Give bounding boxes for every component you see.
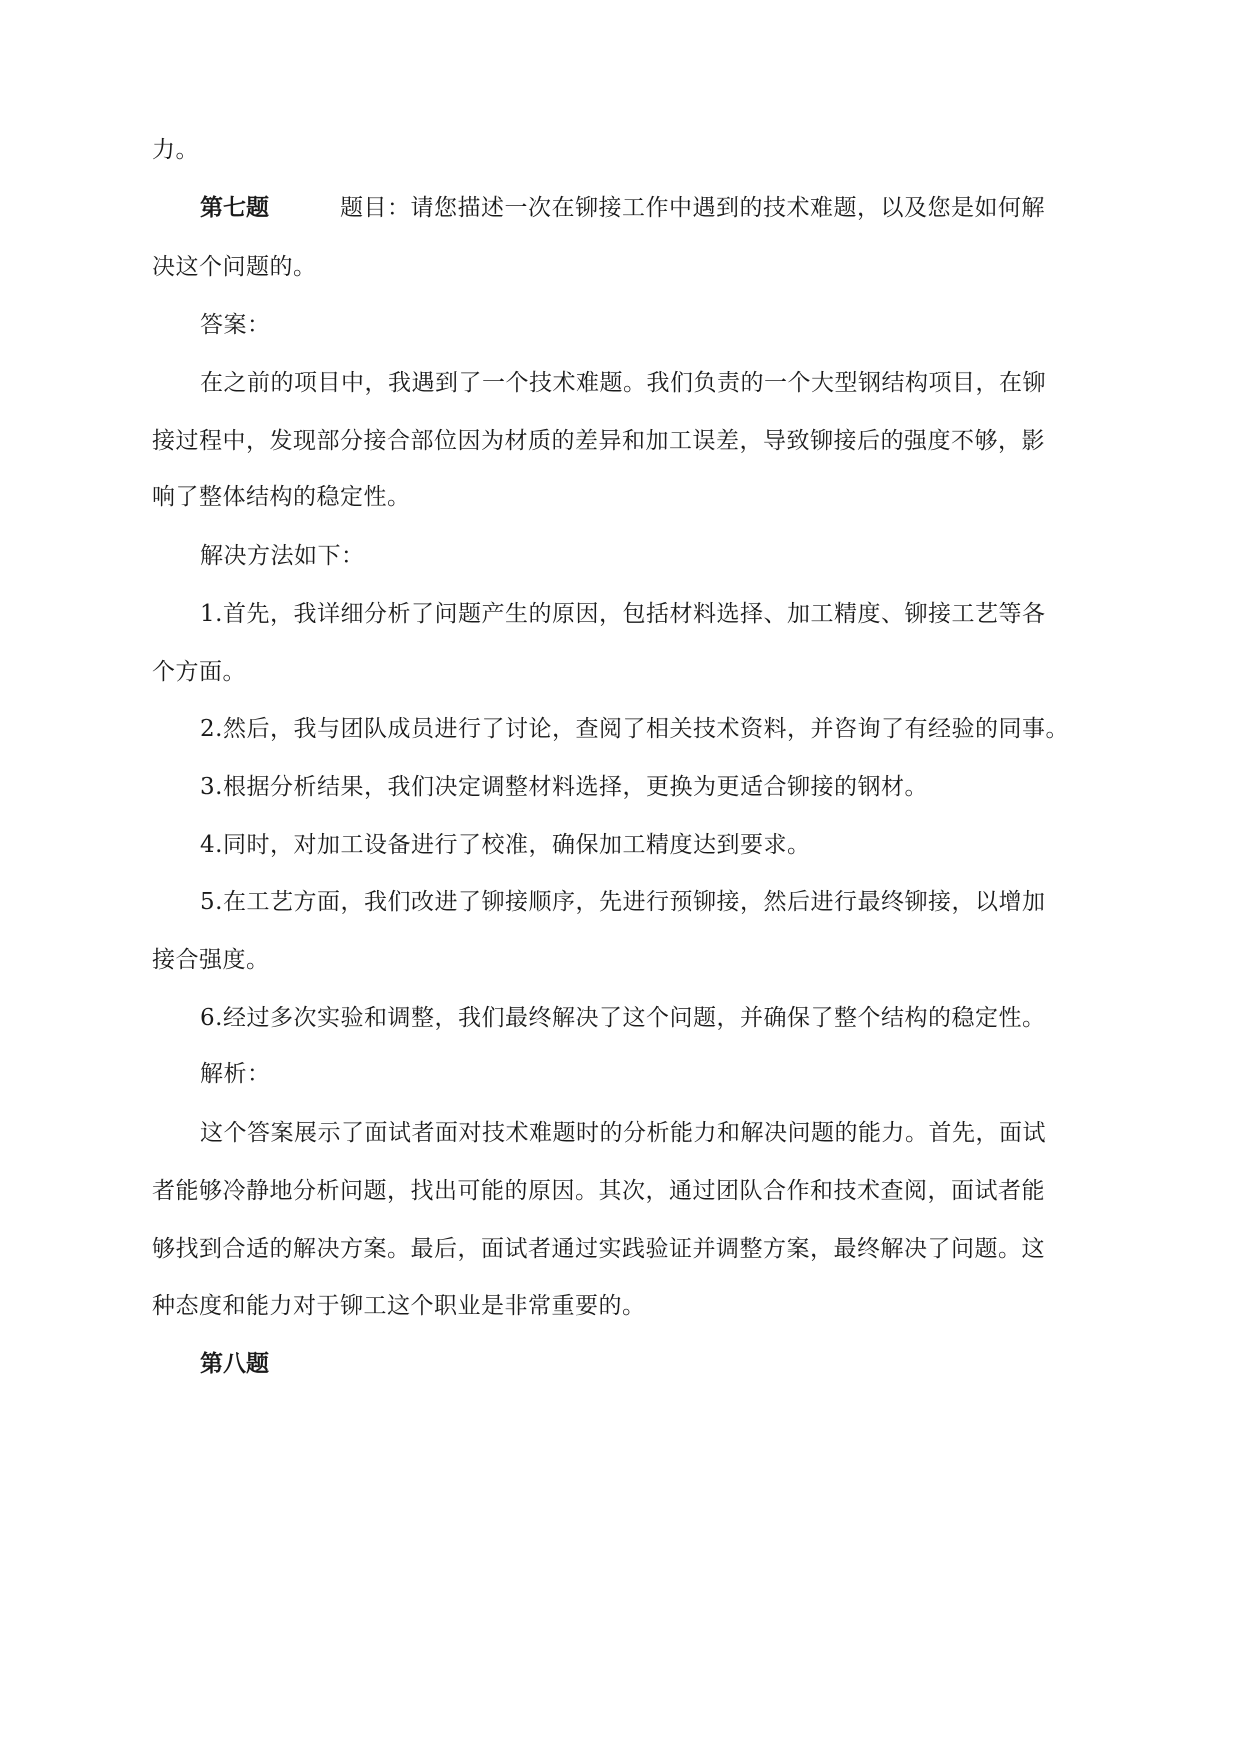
question-7-text-cont: 决这个问题的。 [152,254,317,280]
analysis-line: 这个答案展示了面试者面对技术难题时的分析能力和解决问题的能力。首先，面试 [200,1120,1046,1146]
question-7-label: 第七题 [200,195,269,221]
analysis-label: 解析： [200,1061,271,1087]
answer-label: 答案： [200,312,271,338]
step-4: 4.同时，对加工设备进行了校准，确保加工精度达到要求。 [200,832,811,858]
answer-paragraph-line: 接过程中，发现部分接合部位因为材质的差异和加工误差，导致铆接后的强度不够，影 [152,428,1045,454]
continued-text: 力。 [152,137,199,163]
analysis-line: 者能够冷静地分析问题，找出可能的原因。其次，通过团队合作和技术查阅，面试者能 [152,1178,1045,1204]
step-5-cont: 接合强度。 [152,947,270,973]
step-1: 1.首先，我详细分析了问题产生的原因，包括材料选择、加工精度、铆接工艺等各 [200,601,1046,627]
step-3: 3.根据分析结果，我们决定调整材料选择，更换为更适合铆接的钢材。 [200,774,928,800]
answer-paragraph-line: 在之前的项目中，我遇到了一个技术难题。我们负责的一个大型钢结构项目，在铆 [200,370,1046,396]
method-label: 解决方法如下： [200,543,365,569]
question-8-label: 第八题 [200,1351,269,1377]
step-2: 2.然后，我与团队成员进行了讨论，查阅了相关技术资料，并咨询了有经验的同事。 [200,716,1069,742]
answer-paragraph-line: 响了整体结构的稳定性。 [152,484,411,510]
analysis-line: 种态度和能力对于铆工这个职业是非常重要的。 [152,1293,646,1319]
step-6: 6.经过多次实验和调整，我们最终解决了这个问题，并确保了整个结构的稳定性。 [200,1005,1046,1031]
step-1-cont: 个方面。 [152,659,246,685]
step-5: 5.在工艺方面，我们改进了铆接顺序，先进行预铆接，然后进行最终铆接，以增加 [200,889,1046,915]
analysis-line: 够找到合适的解决方案。最后，面试者通过实践验证并调整方案，最终解决了问题。这 [152,1236,1045,1262]
question-7-text: 题目：请您描述一次在铆接工作中遇到的技术难题，以及您是如何解 [340,195,1045,221]
